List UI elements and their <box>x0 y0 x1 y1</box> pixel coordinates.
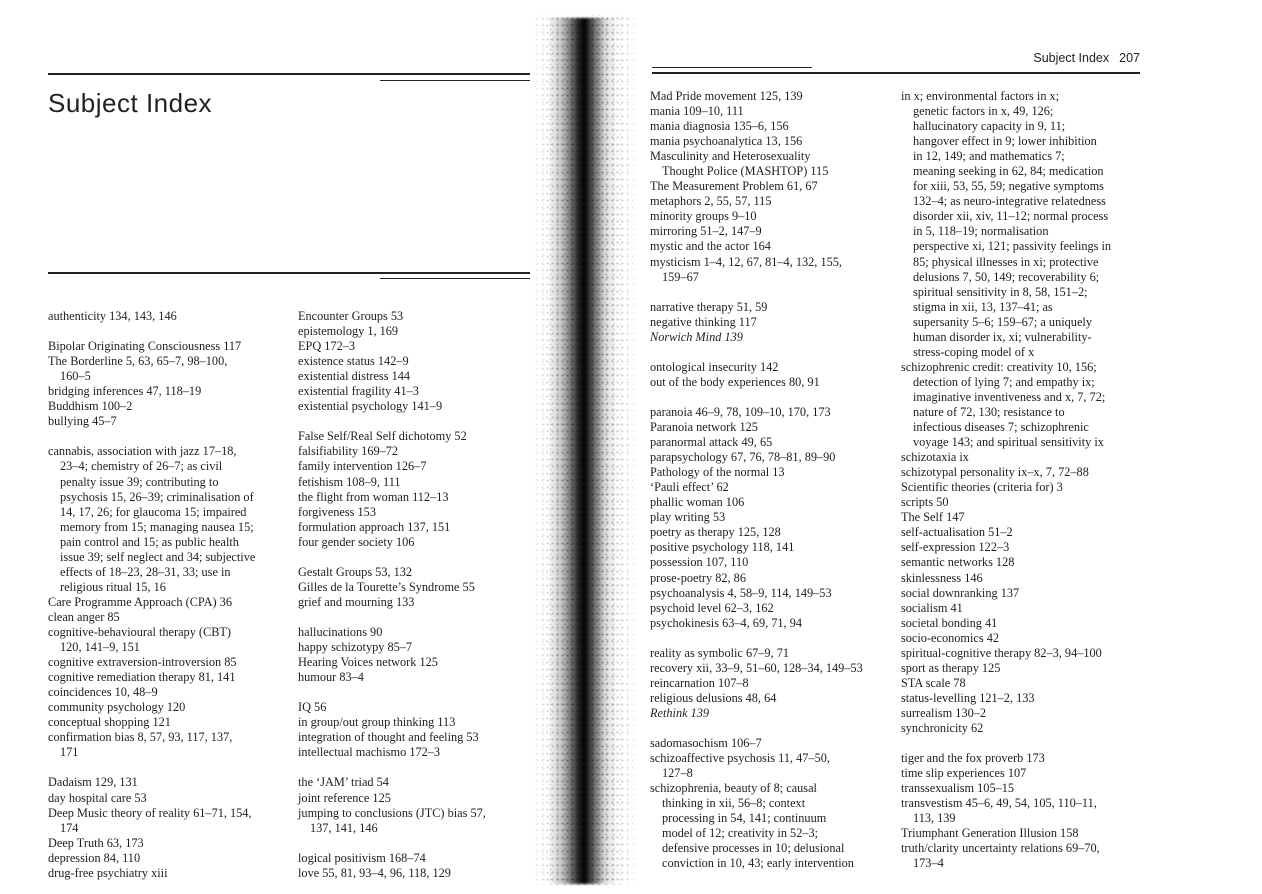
index-gap <box>298 836 486 851</box>
index-entry: semantic networks 128 <box>901 555 1015 570</box>
index-entry-continuation: 120, 141–9, 151 <box>60 640 140 655</box>
index-entry: transvestism 45–6, 49, 54, 105, 110–11, <box>901 796 1097 811</box>
index-entry: schizotypal personality ix–x, 7, 72–88 <box>901 465 1089 480</box>
index-entry-continuation: 113, 139 <box>913 811 956 826</box>
index-entry-continuation: human disorder ix, xi; vulnerability- <box>913 329 1092 344</box>
index-entry: play writing 53 <box>650 510 726 525</box>
index-entry: integration of thought and feeling 53 <box>298 730 479 745</box>
index-entry: bullying 45–7 <box>48 414 117 429</box>
index-gap <box>650 285 863 300</box>
running-header <box>1033 51 1140 65</box>
index-entry: psychoid level 62–3, 162 <box>650 600 774 615</box>
index-entry: social downranking 137 <box>901 585 1020 600</box>
index-gap <box>650 721 863 736</box>
index-entry-continuation: genetic factors in x, 49, 126; <box>913 104 1054 119</box>
index-entry-continuation: 159–67 <box>662 269 699 284</box>
index-gap <box>650 631 863 646</box>
index-entry: Gilles de la Tourette’s Syndrome 55 <box>298 579 475 594</box>
index-entry: four gender society 106 <box>298 534 415 549</box>
index-column-4 <box>901 89 1111 871</box>
index-entry: self-expression 122–3 <box>901 540 1010 555</box>
index-entry: ontological insecurity 142 <box>650 359 779 374</box>
index-entry: STA scale 78 <box>901 675 966 690</box>
index-entry: Deep Music theory of reality 61–71, 154, <box>48 805 252 820</box>
index-entry: recovery xii, 33–9, 51–60, 128–34, 149–53 <box>650 660 863 675</box>
index-entry: parapsychology 67, 76, 78–81, 89–90 <box>650 450 836 465</box>
index-entry: drug-free psychiatry xiii <box>48 865 168 880</box>
index-entry-continuation: disorder xii, xiv, 11–12; normal process <box>913 209 1109 224</box>
index-entry: The Borderline 5, 63, 65–7, 98–100, <box>48 354 228 369</box>
index-entry: mysticism 1–4, 12, 67, 81–4, 132, 155, <box>650 254 842 269</box>
index-gap <box>298 610 486 625</box>
index-entry-continuation: processing in 54, 141; continuum <box>662 811 827 826</box>
index-entry: fetishism 108–9, 111 <box>298 474 401 489</box>
index-entry-continuation: for xiii, 53, 55, 59; negative symptoms <box>913 179 1104 194</box>
index-entry: Buddhism 100–2 <box>48 399 133 414</box>
index-entry: epistemology 1, 169 <box>298 324 399 339</box>
index-entry-continuation: infectious diseases 7; schizophrenic <box>913 420 1089 435</box>
index-entry: The Self 147 <box>901 510 965 525</box>
index-entry: existential fragility 41–3 <box>298 384 419 399</box>
index-entry: EPQ 172–3 <box>298 339 356 354</box>
index-entry: formulation approach 137, 151 <box>298 519 451 534</box>
index-entry: transsexualism 105–15 <box>901 781 1015 796</box>
index-column-3 <box>650 89 863 871</box>
index-entry: metaphors 2, 55, 57, 115 <box>650 194 772 209</box>
index-entry-continuation: spiritual sensitivity in 8, 58, 151–2; <box>913 284 1088 299</box>
index-entry: narrative therapy 51, 59 <box>650 299 768 314</box>
index-entry: out of the body experiences 80, 91 <box>650 374 820 389</box>
index-entry: love 55, 81, 93–4, 96, 118, 129 <box>298 865 451 880</box>
index-entry: Pathology of the normal 13 <box>650 465 785 480</box>
page-number: 207 <box>1119 51 1140 65</box>
index-entry: community psychology 120 <box>48 700 186 715</box>
index-entry: truth/clarity uncertainty relations 69–70, <box>901 841 1100 856</box>
index-gap <box>650 390 863 405</box>
index-gap <box>48 760 255 775</box>
index-entry-continuation: meaning seeking in 62, 84; medication <box>913 164 1104 179</box>
top-rule-right-thin <box>652 67 812 68</box>
index-entry: time slip experiences 107 <box>901 766 1027 781</box>
index-entry: jumping to conclusions (JTC) bias 57, <box>298 805 486 820</box>
index-entry: poetry as therapy 125, 128 <box>650 525 781 540</box>
index-entry: cannabis, association with jazz 17–18, <box>48 444 237 459</box>
index-entry: the flight from woman 112–13 <box>298 489 449 504</box>
index-entry: Scientific theories (criteria for) 3 <box>901 480 1063 495</box>
index-entry: family intervention 126–7 <box>298 459 427 474</box>
index-entry: synchronicity 62 <box>901 720 984 735</box>
index-entry: IQ 56 <box>298 700 327 715</box>
index-entry: status-levelling 121–2, 133 <box>901 690 1035 705</box>
index-entry: surrealism 130–2 <box>901 705 987 720</box>
index-gap <box>650 345 863 360</box>
index-entry-continuation: stigma in xii, 13, 137–41; as <box>913 299 1053 314</box>
index-entry: Norwich Mind 139 <box>650 329 743 344</box>
index-entry-continuation: 160–5 <box>60 369 91 384</box>
index-entry: tiger and the fox proverb 173 <box>901 751 1045 766</box>
index-entry: possession 107, 110 <box>650 555 749 570</box>
index-entry: confirmation bias 8, 57, 93, 117, 137, <box>48 730 233 745</box>
index-entry: Rethink 139 <box>650 705 710 720</box>
index-entry: ‘Pauli effect’ 62 <box>650 480 729 495</box>
left-page <box>0 0 560 894</box>
index-entry-continuation: 85; physical illnesses in xi; protective <box>913 254 1099 269</box>
index-entry-continuation: conviction in 10, 43; early intervention <box>662 856 854 871</box>
index-entry: clean anger 85 <box>48 609 120 624</box>
index-entry: schizotaxia ix <box>901 450 969 465</box>
index-entry: existential distress 144 <box>298 369 411 384</box>
index-entry: the ‘JAM’ triad 54 <box>298 775 389 790</box>
index-entry: logical positivism 168–74 <box>298 850 426 865</box>
index-entry: skinlessness 146 <box>901 570 983 585</box>
index-entry: mania diagnosia 135–6, 156 <box>650 119 789 134</box>
top-rule-right <box>652 72 1140 74</box>
index-entry: False Self/Real Self dichotomy 52 <box>298 429 467 444</box>
index-entry-continuation: memory from 15; managing nausea 15; <box>60 519 254 534</box>
index-gap <box>298 760 486 775</box>
index-entry: Mad Pride movement 125, 139 <box>650 89 803 103</box>
index-entry: sport as therapy 125 <box>901 660 1001 675</box>
index-entry: in group/out group thinking 113 <box>298 715 456 730</box>
index-entry: Care Programme Approach (CPA) 36 <box>48 594 232 609</box>
index-entry-continuation: in 12, 149; and mathematics 7; <box>913 149 1065 164</box>
index-entry: cognitive-behavioural therapy (CBT) <box>48 624 232 639</box>
index-entry-continuation: religious ritual 15, 16 <box>60 579 166 594</box>
index-entry-continuation: voyage 143; and spiritual sensitivity ix <box>913 435 1104 450</box>
index-entry-continuation: 174 <box>60 820 79 835</box>
index-entry-continuation: 171 <box>60 745 79 760</box>
index-column-2 <box>298 309 486 881</box>
index-entry: minority groups 9–10 <box>650 209 757 224</box>
index-entry-continuation: defensive processes in 10; delusional <box>662 841 845 856</box>
index-entry: mystic and the actor 164 <box>650 239 771 254</box>
right-page <box>600 0 1262 894</box>
index-entry: Triumphant Generation Illusion 158 <box>901 826 1079 841</box>
index-entry: self-actualisation 51–2 <box>901 525 1013 540</box>
index-entry: paranoia 46–9, 78, 109–10, 170, 173 <box>650 404 831 419</box>
index-entry: mania 109–10, 111 <box>650 104 744 119</box>
index-entry: reality as symbolic 67–9, 71 <box>650 645 790 660</box>
index-entry-continuation: 23–4; chemistry of 26–7; as civil <box>60 459 223 474</box>
index-entry: coincidences 10, 48–9 <box>48 685 158 700</box>
index-entry: socio-economics 42 <box>901 630 1000 645</box>
index-gap <box>298 414 486 429</box>
index-entry-continuation: hangover effect in 9; lower inhibition <box>913 134 1097 149</box>
mid-rule-left <box>48 272 530 274</box>
index-entry: in x; environmental factors in x; <box>901 89 1060 103</box>
index-entry: joint reference 125 <box>298 790 391 805</box>
index-entry: day hospital care 53 <box>48 790 147 805</box>
index-entry: spiritual-cognitive therapy 82–3, 94–100 <box>901 645 1102 660</box>
index-entry-continuation: 137, 141, 146 <box>310 820 378 835</box>
index-entry: Deep Truth 63, 173 <box>48 835 144 850</box>
index-gap <box>901 736 1111 751</box>
index-entry: existence status 142–9 <box>298 354 409 369</box>
index-entry: falsifiability 169–72 <box>298 444 399 459</box>
index-entry: scripts 50 <box>901 495 949 510</box>
scan-noise <box>530 15 640 885</box>
index-entry-continuation: 14, 17, 26; for glaucoma 15; impaired <box>60 504 247 519</box>
index-entry: socialism 41 <box>901 600 963 615</box>
index-entry: sadomasochism 106–7 <box>650 736 762 751</box>
index-column-1 <box>48 309 255 881</box>
index-entry: Dadaism 129, 131 <box>48 775 138 790</box>
index-entry-continuation: model of 12; creativity in 52–3; <box>662 826 819 841</box>
index-entry-continuation: hallucinatory capacity in 9, 11; <box>913 119 1066 134</box>
index-entry: humour 83–4 <box>298 670 364 685</box>
index-entry: Paranoia network 125 <box>650 420 758 435</box>
index-entry-continuation: effects of 18–23, 28–31, 33; use in <box>60 564 231 579</box>
index-entry: mania psychoanalytica 13, 156 <box>650 134 803 149</box>
index-entry: schizophrenic credit: creativity 10, 156; <box>901 359 1097 374</box>
index-entry-continuation: 127–8 <box>662 766 693 781</box>
index-entry: societal bonding 41 <box>901 615 998 630</box>
index-entry: negative thinking 117 <box>650 314 757 329</box>
index-entry-continuation: delusions 7, 50, 149; recoverability 6; <box>913 269 1100 284</box>
index-entry-continuation: issue 39; self neglect and 34; subjective <box>60 549 256 564</box>
index-entry: Bipolar Originating Consciousness 117 <box>48 339 242 354</box>
index-entry-continuation: in 5, 118–19; normalisation <box>913 224 1049 239</box>
index-entry: Encounter Groups 53 <box>298 309 404 323</box>
index-entry: hallucinations 90 <box>298 624 383 639</box>
index-entry: cognitive extraversion-introversion 85 <box>48 655 237 670</box>
index-entry-continuation: perspective xi, 121; passivity feelings in <box>913 239 1112 254</box>
index-entry: forgiveness 153 <box>298 504 376 519</box>
index-entry-continuation: pain control and 15; as public health <box>60 534 239 549</box>
index-entry: cognitive remediation therapy 81, 141 <box>48 670 236 685</box>
page-title: Subject Index <box>48 88 213 118</box>
index-entry-continuation: detection of lying 7; and empathy ix; <box>913 374 1095 389</box>
index-entry: authenticity 134, 143, 146 <box>48 309 177 323</box>
index-entry: schizophrenia, beauty of 8; causal <box>650 781 817 796</box>
index-entry-continuation: nature of 72, 130; resistance to <box>913 404 1065 419</box>
index-entry: Hearing Voices network 125 <box>298 655 438 670</box>
index-gap <box>48 429 255 444</box>
top-rule-left <box>48 73 530 75</box>
index-entry: positive psychology 118, 141 <box>650 540 795 555</box>
index-entry-continuation: 173–4 <box>913 856 944 871</box>
index-entry-continuation: thinking in xii, 56–8; context <box>662 796 806 811</box>
index-entry: religious delusions 48, 64 <box>650 690 777 705</box>
index-entry: intellectual machismo 172–3 <box>298 745 441 760</box>
index-entry: The Measurement Problem 61, 67 <box>650 179 818 194</box>
index-entry: Masculinity and Heterosexuality <box>650 149 811 164</box>
index-entry: happy schizotypy 85–7 <box>298 640 413 655</box>
index-entry: mirroring 51–2, 147–9 <box>650 224 762 239</box>
index-entry-continuation: psychosis 15, 26–39; criminalisation of <box>60 489 254 504</box>
index-gap <box>298 550 486 565</box>
index-gap <box>48 324 255 339</box>
index-gap <box>298 685 486 700</box>
index-entry-continuation: stress-coping model of x <box>913 344 1035 359</box>
index-entry: conceptual shopping 121 <box>48 715 171 730</box>
index-entry: psychoanalysis 4, 58–9, 114, 149–53 <box>650 585 832 600</box>
index-entry: depression 84, 110 <box>48 850 141 865</box>
index-entry: paranormal attack 49, 65 <box>650 435 773 450</box>
index-entry: grief and mourning 133 <box>298 594 415 609</box>
index-entry-continuation: 132–4; as neuro-integrative relatedness <box>913 194 1106 209</box>
index-entry: psychokinesis 63–4, 69, 71, 94 <box>650 615 802 630</box>
index-entry: reincarnation 107–8 <box>650 675 749 690</box>
index-entry-continuation: Thought Police (MASHTOP) 115 <box>662 164 829 179</box>
index-entry: prose-poetry 82, 86 <box>650 570 746 585</box>
index-entry: schizoaffective psychosis 11, 47–50, <box>650 751 830 766</box>
index-entry-continuation: supersanity 5–6; 159–67; a uniquely <box>913 314 1092 329</box>
index-entry-continuation: imaginative inventiveness and x, 7, 72; <box>913 389 1106 404</box>
index-entry-continuation: penalty issue 39; contributing to <box>60 474 219 489</box>
index-entry: bridging inferences 47, 118–19 <box>48 384 202 399</box>
index-entry: phallic woman 106 <box>650 495 745 510</box>
running-header-label: Subject Index <box>1033 51 1110 65</box>
index-entry: existential psychology 141–9 <box>298 399 443 414</box>
index-entry: Gestalt Groups 53, 132 <box>298 564 413 579</box>
